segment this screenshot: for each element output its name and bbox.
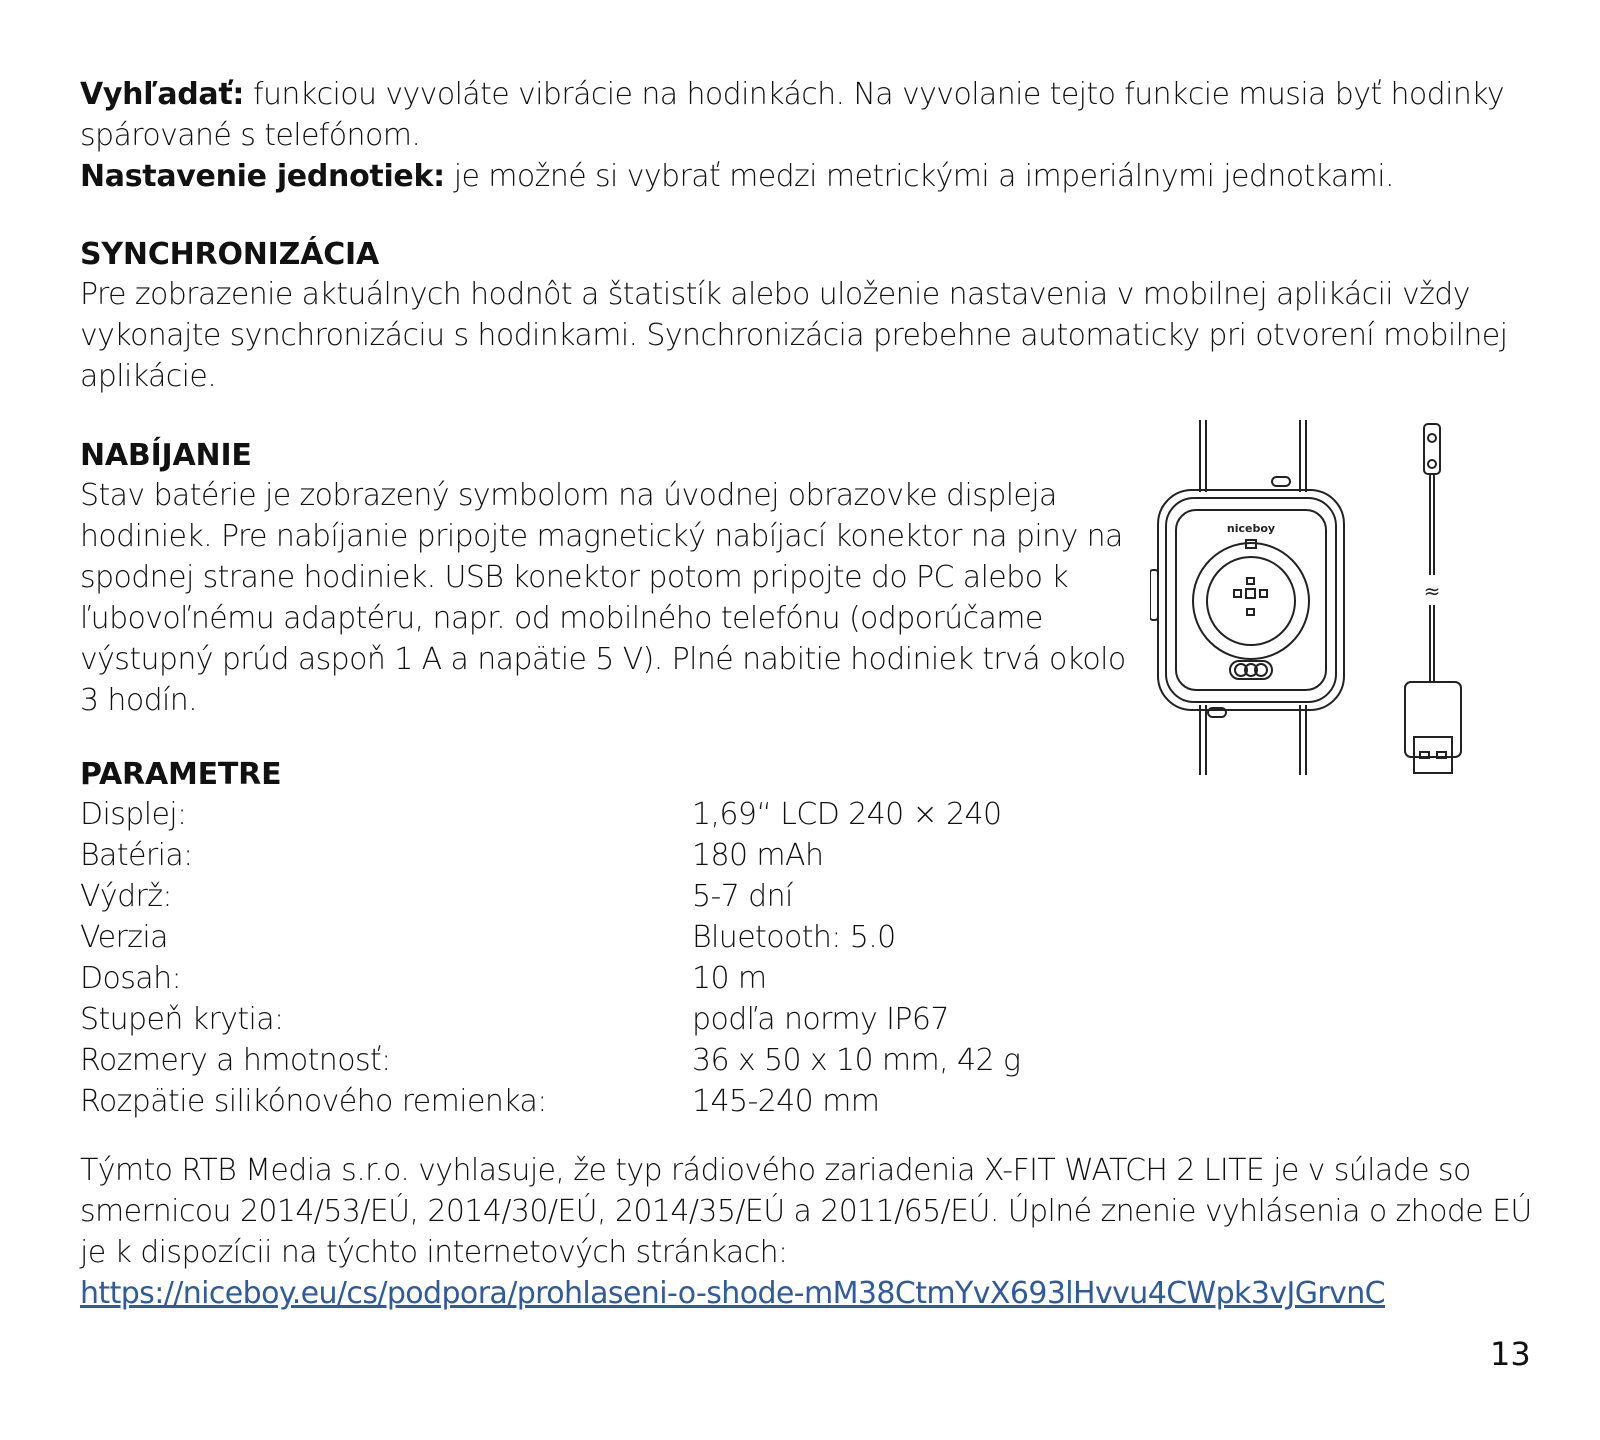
params-heading: PARAMETRE [80,757,282,792]
watch-charger-illustration [1150,420,1510,790]
param-key: Výdrž: [80,879,172,914]
param-key: Rozmery a hmotnosť: [80,1043,391,1078]
param-row [80,958,1180,999]
intro-paragraph [80,74,1510,197]
param-row [80,876,1180,917]
param-key: Displej: [80,797,187,832]
sync-body: Pre zobrazenie aktuálnych hodnôt a štatistík alebo uloženie nastavenia v mobilnej aplikácii vždy vykonajte synchronizáciu s hodinkami. Synchronizácia prebehne automaticky pri otvorení mobilnej aplikácie. [80,277,1508,394]
charging-heading: NABÍJANIE [80,438,252,473]
cable-break-mark: ≈ [1423,579,1441,603]
page-number: 13 [1490,1335,1531,1373]
watch-brand-logo: niceboy [1226,522,1276,535]
declaration-link[interactable]: https://niceboy.eu/cs/podpora/prohlaseni-o-shode-mM38CtmYvX693lHvvu4CWpk3vJGrvnC [80,1276,1386,1311]
param-row [80,794,1180,835]
units-text: je možné si vybrať medzi metrickými a imperiálnymi jednotkami. [444,159,1394,194]
param-value: 36 x 50 x 10 mm, 42 g [692,1043,1021,1078]
sync-heading: SYNCHRONIZÁCIA [80,237,380,272]
param-value: Bluetooth: 5.0 [692,920,896,955]
param-row [80,917,1180,958]
declaration-text: Týmto RTB Media s.r.o. vyhlasuje, že typ rádiového zariadenia X-FIT WATCH 2 LITE je v súlade so smernicou 2014/53/EÚ, 2014/30/EÚ, 2014/35/EÚ a 2011/65/EÚ. Úplné znenie vyhlásenia o zhode EÚ je k dispozícii na týchto internetových stránkach: [80,1153,1532,1270]
param-value: 1,69“ LCD 240 × 240 [692,797,1002,832]
param-value: 145-240 mm [692,1084,880,1119]
param-row [80,1081,1180,1122]
param-row [80,1040,1180,1081]
param-value: podľa normy IP67 [692,1002,949,1037]
param-key: Verzia [80,920,168,955]
declaration [80,1150,1540,1314]
find-label: Vyhľadať: [80,77,245,112]
charging-body: Stav batérie je zobrazený symbolom na úvodnej obrazovke displeja hodiniek. Pre nabíjanie pripojte magnetický nabíjací konektor na piny na spodnej strane hodiniek. USB konektor potom pripojte do PC alebo k ľubovoľnému adaptéru, napr. od mobilného telefónu (odporúčame výstupný prúd aspoň 1 A a napätie 5 V). Plné nabitie hodiniek trvá okolo 3 hodín. [80,478,1126,718]
param-key: Rozpätie silikónového remienka: [80,1084,547,1119]
param-row [80,835,1180,876]
param-value: 10 m [692,961,767,996]
param-key: Batéria: [80,838,193,873]
params-table [80,794,1180,1122]
units-label: Nastavenie jednotiek: [80,159,445,194]
param-key: Stupeň krytia: [80,1002,284,1037]
param-row [80,999,1180,1040]
param-value: 5-7 dní [692,879,793,914]
param-value: 180 mAh [692,838,824,873]
find-text: funkciou vyvoláte vibrácie na hodinkách. Na vyvolanie tejto funkcie musia byť hodinky spárované s telefónom. [80,77,1505,153]
watch-back-icon [1150,420,1344,775]
param-key: Dosah: [80,961,181,996]
